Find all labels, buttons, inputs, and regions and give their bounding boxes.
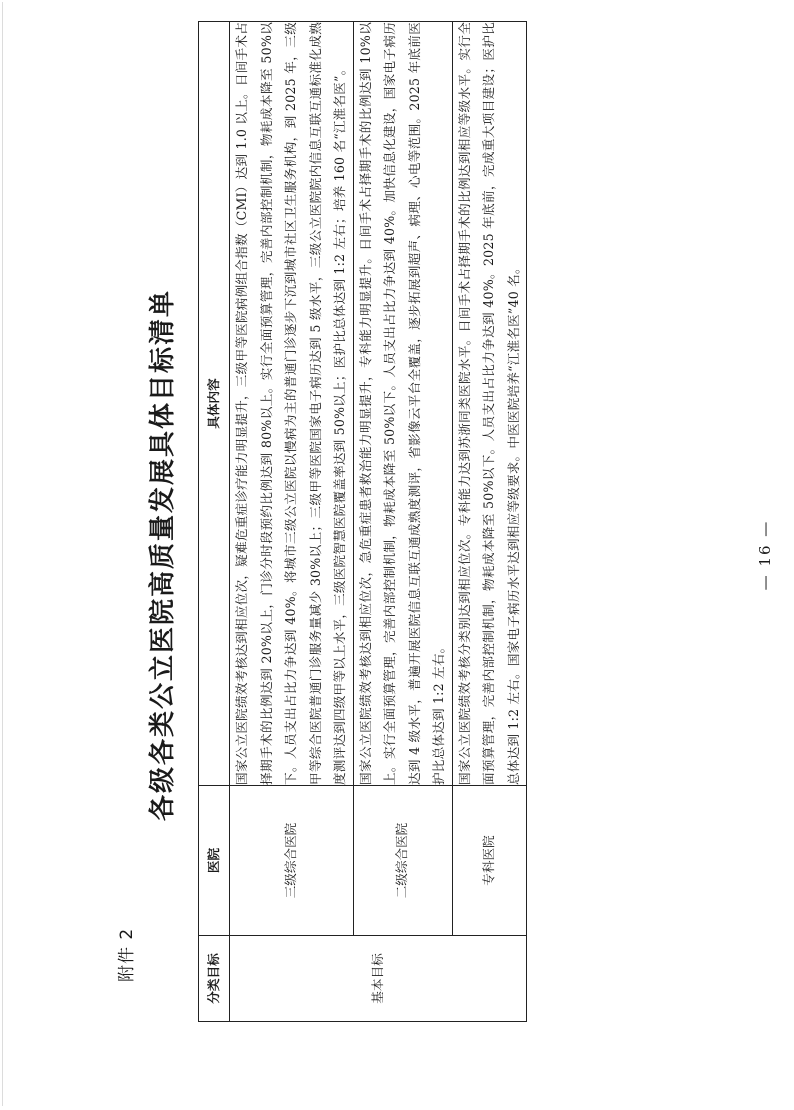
table-header-row bbox=[199, 22, 230, 1022]
content-cell: 国家公立医院绩效考核达到相应位次，疑难危重症诊疗能力明显提升，三级甲等医院病例组合指数（CMI）达到 1.0 以上。日间手术占择期手术的比例达到 20%以上，门诊分时段预约比例达到 80%以上。实行全面预算管理，完善内部控制机制，物耗成本降至 50%以下。人员支出占比力争达到 40%。将城市三级公立医院以慢病为主的普通门诊逐步下沉到城市社区卫生服务机构，到 2025 年，三级甲等综合医院普通门诊服务量减少 30%以上；三级甲等医院国家电子病历达到 5 级水平，三级公立医院院内信息互联互通标准化成熟度测评达到四级甲等以上水平，三级医院智慧医院覆盖率达到 50%以上；医护比总体达到 1:2 左右；培养 160 名“江淮名医”。 bbox=[230, 22, 354, 786]
hospital-cell: 专科医院 bbox=[452, 786, 527, 936]
content-cell: 国家公立医院绩效考核达到相应位次，急危重症患者救治能力明显提升，专科能力明显提升。日间手术占择期手术的比例达到 10%以上。实行全面预算管理，完善内部控制机制，物耗成本降至 50%以下。人员支出占比力争达到 40%。加快信息化建设，国家电子病历达到 4 级水平，普遍开展医院信息互联互通成熟度测评，省影像云平台全覆盖，逐步拓展到超声、病理、心电等范围。2025 年底前医护比总体达到 1:2 左右。 bbox=[353, 22, 452, 786]
category-cell: 基本目标 bbox=[230, 936, 527, 1022]
table-row bbox=[353, 22, 452, 1022]
header-category: 分类目标 bbox=[199, 936, 230, 1022]
header-hospital: 医院 bbox=[199, 786, 230, 936]
header-content: 具体内容 bbox=[199, 22, 230, 786]
document-title: 各级各类公立医院高质量发展具体目标清单 bbox=[148, 289, 178, 822]
hospital-cell: 二级综合医院 bbox=[353, 786, 452, 936]
table-row bbox=[230, 22, 354, 1022]
content-cell: 国家公立医院绩效考核分类别达到相应位次。专科能力达到苏浙同类医院水平。日间手术占择期手术的比例达到相应等级水平。实行全面预算管理，完善内部控制机制，物耗成本降至 50%以下。人员支出占比力争达到 40%。2025 年底前，完成重大项目建设；医护比总体达到 1:2 左右。国家电子病历水平达到相应等级要求。中医医院培养“江淮名医”40 名。 bbox=[452, 22, 527, 786]
table-row bbox=[452, 22, 527, 1022]
goals-table bbox=[198, 21, 527, 1022]
attachment-label: 附件 2 bbox=[117, 927, 137, 982]
hospital-cell: 三级综合医院 bbox=[230, 786, 354, 936]
page-number: — 16 — bbox=[756, 519, 774, 591]
